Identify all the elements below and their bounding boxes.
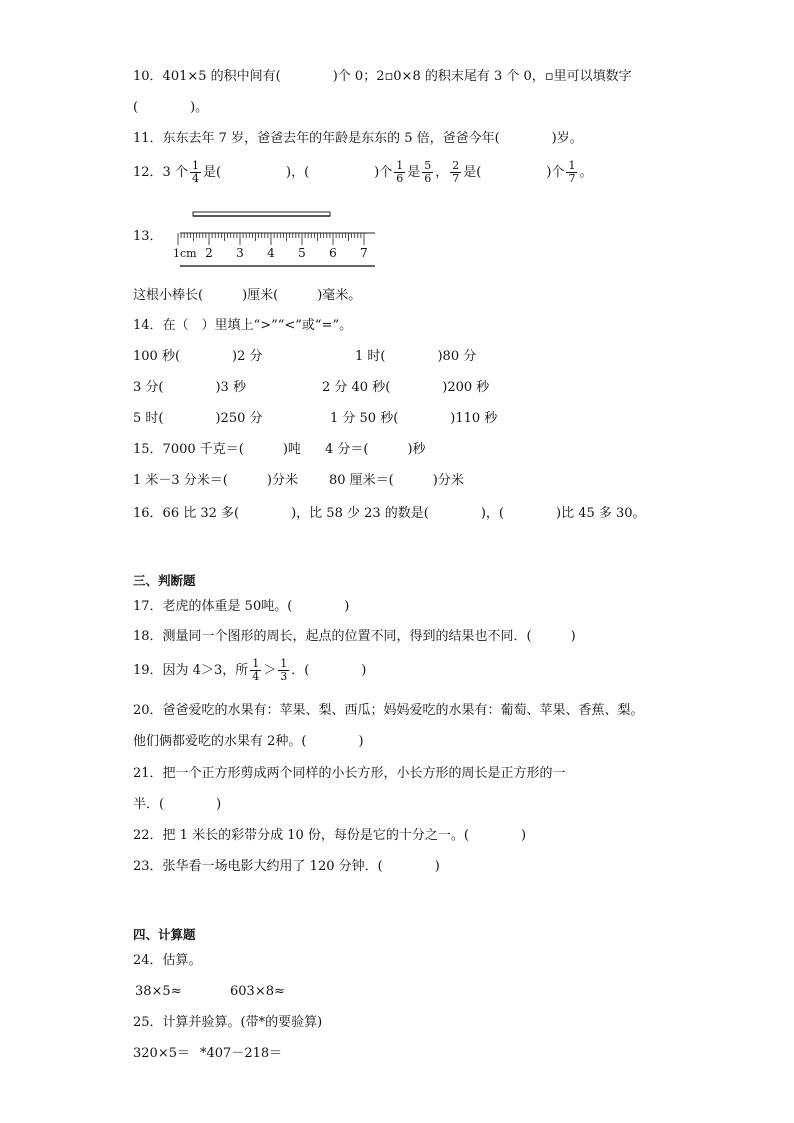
fraction: $\frac{1}{6}$ [396,159,404,185]
question-25-item: *407－218＝ [200,1046,283,1061]
question-10-line-1: 10．401×5 的积中间有( )个 0；2▫0×8 的积末尾有 3 个 0，▫里可以填数字 [133,69,632,84]
question-24-item: 38×5≈ [135,984,182,999]
ruler-number: 4 [267,246,275,260]
question-22: 22．把 1 米长的彩带分成 10 份，每份是它的十分之一。( ) [133,828,527,843]
question-25-item: 320×5＝ [133,1046,190,1061]
question-20-line-2: 他们俩都爱吃的水果有 2种。( ) [133,734,364,749]
question-13-label: 13． [133,229,163,244]
question-19-text: ．( ) [291,663,367,678]
question-15-item: 4 分＝( )秒 [325,442,426,457]
question-12-text: 是( )个 [463,165,565,180]
question-12-text: 是 [407,165,421,180]
question-14-item: 2 分 40 秒( )200 秒 [322,380,490,395]
question-14-item: 100 秒( )2 分 [133,349,263,364]
question-21-line-1: 21．把一个正方形剪成两个同样的小长方形，小长方形的周长是正方形的一 [133,766,566,781]
question-12-text: 。 [579,165,593,180]
ruler-unit-label: 1cm [173,247,197,260]
question-12-text: 是( )，( )个 [202,165,393,180]
question-14-item: 1 分 50 秒( )110 秒 [330,411,498,426]
ruler-number: 7 [360,246,368,260]
section-3-heading: 三、判断题 [133,573,196,588]
ruler-number: 5 [298,246,306,260]
question-20-line-1: 20．爸爸爱吃的水果有：苹果、梨、西瓜；妈妈爱吃的水果有：葡萄、苹果、香蕉、梨。 [133,703,644,718]
question-24-item: 603×8≈ [230,984,285,999]
question-16: 16．66 比 32 多( )，比 58 少 23 的数是( )，( )比 45 多 30。 [133,506,646,521]
fraction: $\frac{2}{7}$ [452,159,460,185]
question-19-text: ＞ [263,663,277,678]
question-18: 18．测量同一个图形的周长，起点的位置不同，得到的结果也不同．( ) [133,629,576,644]
ruler-ticks [178,233,364,245]
question-14-title: 14．在（ ）里填上“>”“<”或“=”。 [133,318,353,333]
ruler-number: 6 [329,246,337,260]
section-4-heading: 四、计算题 [133,927,196,942]
question-25-title: 25．计算并验算。(带*的要验算) [133,1015,323,1030]
fraction: $\frac{1}{7}$ [568,159,576,185]
question-19 [133,656,366,686]
question-12-text: 12．3 个 [133,165,188,180]
question-15-item: 80 厘米＝( )分米 [329,473,464,488]
question-10-line-2: ( )。 [133,100,209,115]
question-14-item: 5 时( )250 分 [133,411,263,426]
ruler-number: 3 [236,246,244,260]
question-14-item: 3 分( )3 秒 [133,380,246,395]
question-12-text: ， [435,165,449,180]
ruler-numbers [205,246,368,260]
question-13-answer: 这根小棒长( )厘米( )毫米。 [133,288,362,303]
ruler-number: 2 [205,246,213,260]
question-12 [133,158,592,188]
question-15-item: 1 米－3 分米＝( )分米 [133,473,298,488]
fraction: $\frac{1}{4}$ [191,159,199,185]
question-23: 23．张华看一场电影大约用了 120 分钟．( ) [133,859,440,874]
fraction: $\frac{1}{4}$ [252,657,260,683]
question-14-item: 1 时( )80 分 [355,349,477,364]
question-11: 11．东东去年 7 岁，爸爸去年的年龄是东东的 5 倍，爸爸今年( )岁。 [133,131,583,146]
fraction: $\frac{5}{6}$ [424,159,432,185]
fraction: $\frac{1}{3}$ [280,657,288,683]
question-17: 17．老虎的体重是 50吨。( ) [133,599,350,614]
question-19-text: 19．因为 4＞3，所 [133,663,249,678]
ruler-figure [160,205,380,269]
question-21-line-2: 半．( ) [133,797,222,812]
question-15-item: 15．7000 千克＝( )吨 [133,442,301,457]
question-24-title: 24．估算。 [133,953,202,968]
